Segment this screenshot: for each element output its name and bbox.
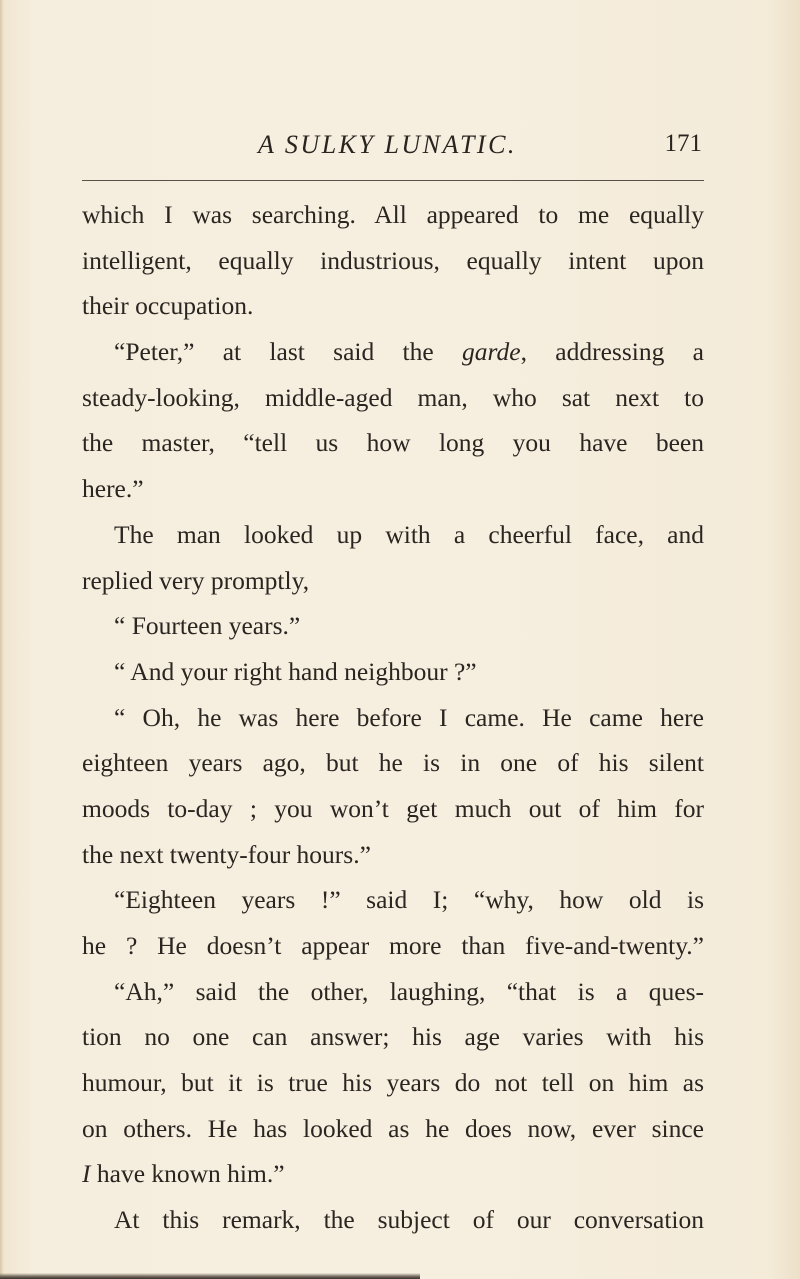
text-line: their occupation.: [82, 291, 254, 321]
text-line: intelligent, equally industrious, equally intent upon: [82, 245, 704, 275]
text-segment: “Peter,” at last said the: [114, 337, 463, 367]
text-line: humour, but it is true his years do not tell on him as: [82, 1068, 704, 1098]
text-line: he ? He doesn’t appear more than five-and-twenty.”: [82, 931, 704, 960]
text-line: steady-looking, middle-aged man, who sat next to: [82, 382, 704, 412]
header-rule: [82, 180, 704, 181]
running-title: A SULKY LUNATIC.: [258, 130, 517, 159]
text-line: replied very promptly,: [82, 565, 310, 595]
page-number: 171: [664, 130, 702, 157]
text-line: “ And your right hand neighbour ?”: [114, 656, 477, 686]
text-line: moods to-day ; you won’t get much out of him for: [82, 793, 704, 823]
italic-word: I: [82, 1159, 91, 1189]
page-header: [82, 130, 702, 170]
text-line: [82, 1151, 704, 1197]
text-line: on others. He has looked as he does now, ever since: [82, 1113, 704, 1143]
text-line: “Ah,” said the other, laughing, “that is a ques-: [114, 976, 704, 1006]
text-line: [82, 329, 704, 375]
text-line: The man looked up with a cheerful face, and: [114, 519, 704, 549]
text-line: “ Oh, he was here before I came. He came here: [114, 702, 704, 732]
italic-word: garde: [462, 337, 521, 367]
body-text: [82, 192, 704, 1243]
text-line: the master, “tell us how long you have been: [82, 428, 704, 458]
text-line: here.”: [82, 474, 144, 504]
page-left-edge: [0, 0, 4, 1279]
page-bottom-edge: [0, 1273, 420, 1279]
text-line: “Eighteen years !” said I; “why, how old is: [114, 885, 704, 915]
text-line: the next twenty-four hours.”: [82, 839, 371, 869]
text-line: At this remark, the subject of our conversation: [114, 1205, 704, 1235]
text-line: eighteen years ago, but he is in one of his silent: [82, 748, 704, 778]
text-segment: , addressing a: [520, 337, 704, 367]
text-segment: have known him.”: [90, 1159, 285, 1189]
text-line: “ Fourteen years.”: [114, 611, 301, 641]
text-line: which I was searching. All appeared to me equally: [82, 200, 704, 229]
text-line: tion no one can answer; his age varies with his: [82, 1022, 704, 1052]
